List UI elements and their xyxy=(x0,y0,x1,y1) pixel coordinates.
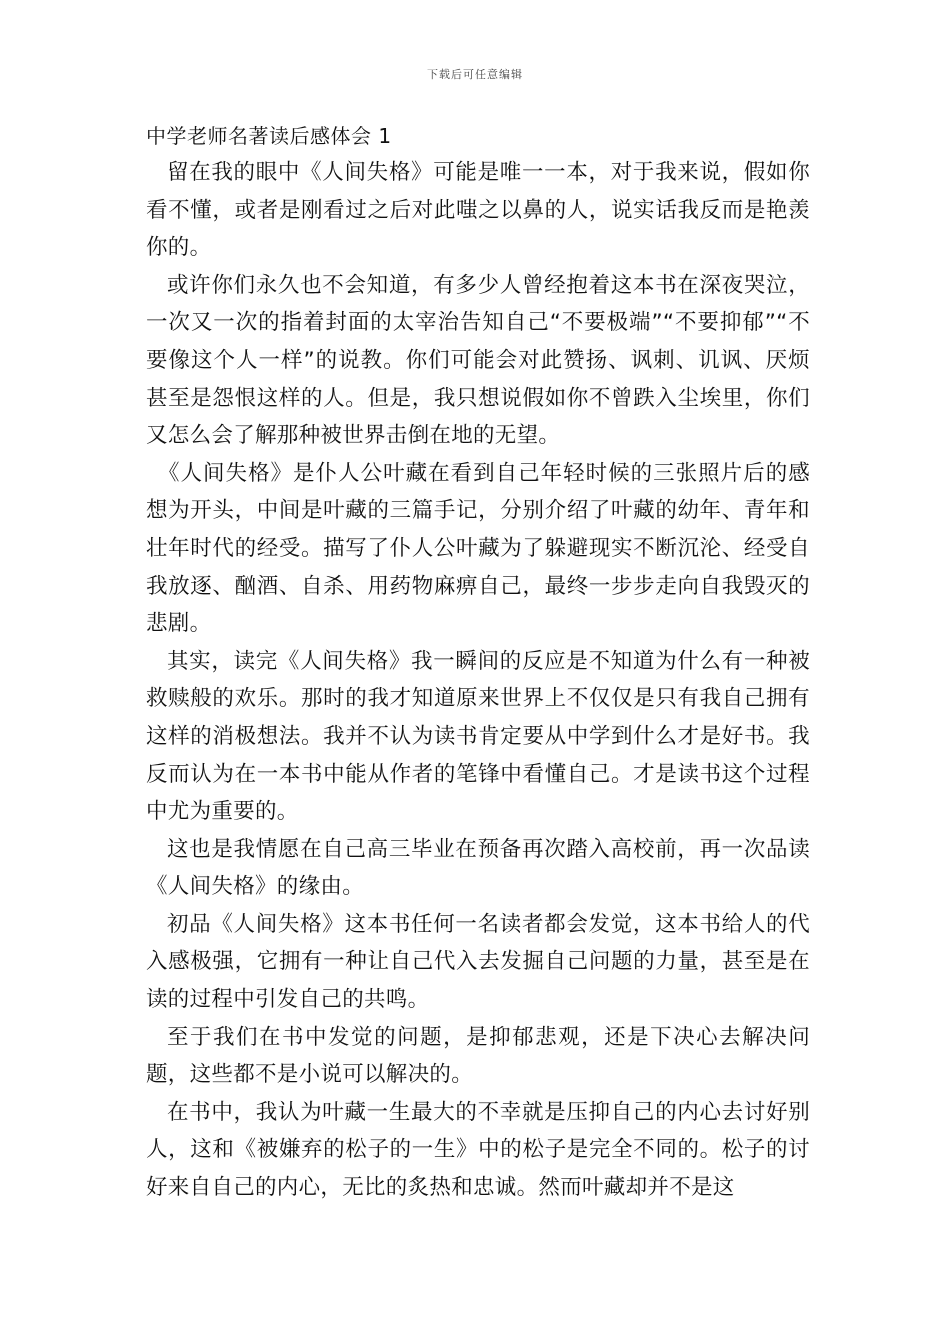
paragraph-8: 在书中，我认为叶藏一生最大的不幸就是压抑自己的内心去讨好别人，这和《被嫌弃的松子的一生》中的松子是完全不同的。松子的讨好来自自己的内心，无比的炙热和忠诚。然而叶藏却并不是这 xyxy=(146,1099,810,1201)
paragraph-5: 这也是我情愿在自己高三毕业在预备再次踏入高校前，再一次品读《人间失格》的缘由。 xyxy=(146,836,810,900)
paragraph-3: 《人间失格》是仆人公叶藏在看到自己年轻时候的三张照片后的感想为开头，中间是叶藏的三篇手记，分别介绍了叶藏的幼年、青年和壮年时代的经受。描写了仆人公叶藏为了躲避现实不断沉沦、经受自我放逐、酗酒、自杀、用药物麻痹自己，最终一步步走向自我毁灭的悲剧。 xyxy=(146,460,810,637)
document-title: 中学老师名著读后感体会 1 xyxy=(146,124,392,148)
header-note: 下载后可任意编辑 xyxy=(427,68,523,81)
paragraph-7: 至于我们在书中发觉的问题，是抑郁悲观，还是下决心去解决问题，这些都不是小说可以解决的。 xyxy=(146,1024,810,1088)
document-body xyxy=(146,121,810,1207)
paragraph-2: 或许你们永久也不会知道，有多少人曾经抱着这本书在深夜哭泣，一次又一次的指着封面的太宰治告知自己“不要极端”“不要抑郁”“不要像这个人一样”的说教。你们可能会对此赞扬、讽刺、讥讽、厌烦甚至是怨恨这样的人。但是，我只想说假如你不曾跌入尘埃里，你们又怎么会了解那种被世界击倒在地的无望。 xyxy=(146,272,810,449)
paragraph-1: 留在我的眼中《人间失格》可能是唯一一本，对于我来说，假如你看不懂，或者是刚看过之后对此嗤之以鼻的人，说实话我反而是艳羡你的。 xyxy=(146,160,810,261)
paragraph-6: 初品《人间失格》这本书任何一名读者都会发觉，这本书给人的代入感极强，它拥有一种让自己代入去发掘自己问题的力量，甚至是在读的过程中引发自己的共鸣。 xyxy=(146,911,810,1013)
paragraph-4: 其实，读完《人间失格》我一瞬间的反应是不知道为什么有一种被救赎般的欢乐。那时的我才知道原来世界上不仅仅是只有我自己拥有这样的消极想法。我并不认为读书肯定要从中学到什么才是好书。我反而认为在一本书中能从作者的笔锋中看懂自己。才是读书这个过程中尤为重要的。 xyxy=(146,648,810,825)
